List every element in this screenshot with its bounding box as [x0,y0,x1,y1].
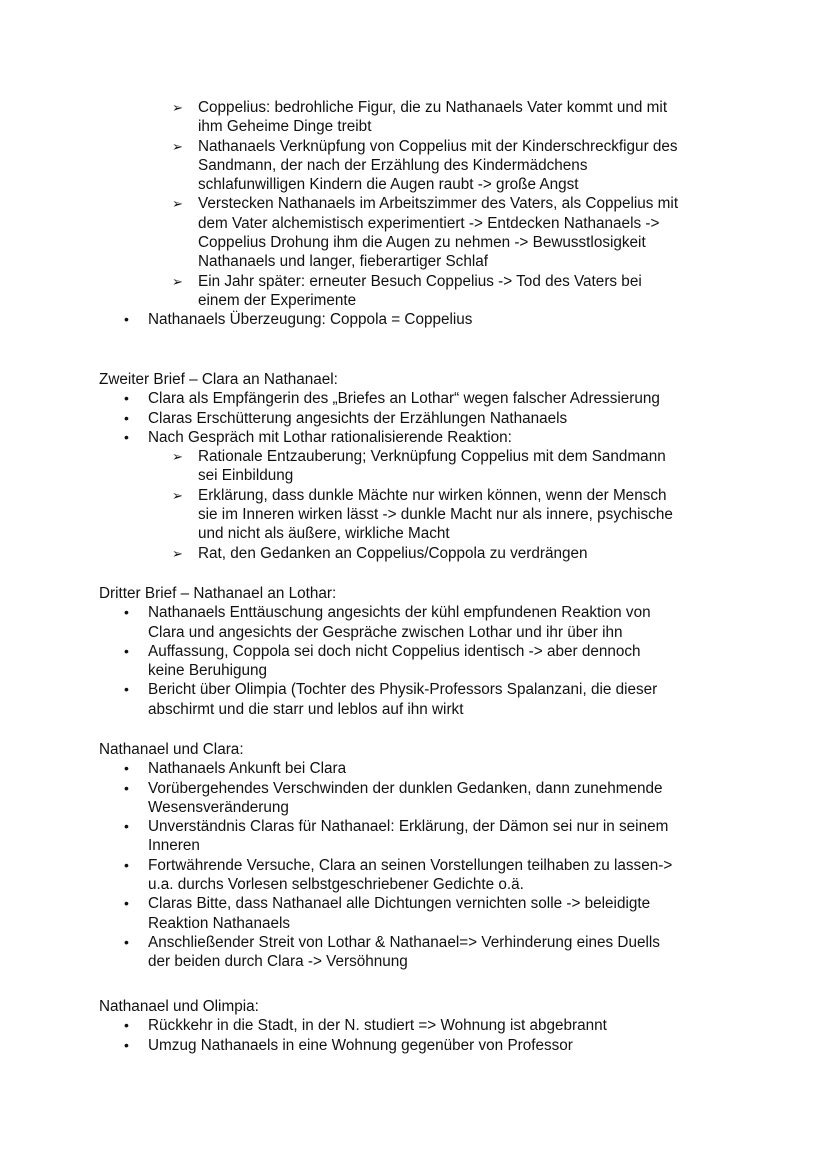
item-text: Anschließender Streit von Lothar & Nathanael=> Verhinderung eines Duells der beiden durch Clara -> Versöhnung [148,933,660,971]
bullet-icon: • [124,895,129,912]
list-subitem [0,98,828,137]
list-item [0,856,828,895]
item-text: Vorübergehendes Verschwinden der dunklen Gedanken, dann zunehmende Wesensveränderung [148,779,663,816]
subitem-text: Erklärung, dass dunkle Mächte nur wirken können, wenn der Mensch sie im Inneren wirken lässt -> dunkle Macht nur als innere, psychische und nicht als äußere, wirkliche Macht [198,486,673,543]
section-coppelius-recollection [0,98,828,330]
bullet-icon: • [124,856,129,873]
list-item [0,680,828,719]
list-item [0,603,828,642]
list-item [0,389,828,408]
section-heading: Nathanael und Clara: [99,741,244,758]
item-text: Fortwährende Versuche, Clara an seinen Vorstellungen teilhaben zu lassen-> u.a. durchs Vorlesen selbstgeschriebener Gedichte o.ä. [148,856,673,894]
list-subitem [0,137,828,195]
bullet-icon: • [124,428,129,445]
list-item [0,1036,828,1055]
bullet-icon: • [124,642,129,659]
item-text: Claras Erschütterung angesichts der Erzählungen Nathanaels [148,409,568,427]
section-heading: Nathanael und Olimpia: [99,998,259,1015]
section-zweiter-brief [0,370,828,563]
subitem-text: Rat, den Gedanken an Coppelius/Coppola zu verdrängen [198,544,588,562]
item-text: Nathanaels Enttäuschung angesichts der kühl empfundenen Reaktion von Clara und angesichts der Gespräche zwischen Lothar und ihr über ihn [148,604,651,641]
item-text: Auffassung, Coppola sei doch nicht Coppelius identisch -> aber dennoch keine Beruhigung [148,642,641,680]
bullet-icon: • [124,1036,129,1053]
bullet-icon: • [124,681,129,698]
list-subitem [0,447,828,486]
list-item [0,428,828,447]
list-subitem [0,486,828,544]
list-item [0,779,828,818]
list-item [0,817,828,856]
list-item [0,759,828,778]
subitem-text: Verstecken Nathanaels im Arbeitszimmer des Vaters, als Coppelius mit dem Vater alchemistisch experimentiert -> Entdecken Nathanaels -> Coppelius Drohung ihm die Augen zu nehmen -> Bewusstlosigkeit Nathanaels und langer, fieberartiger Schlaf [198,195,679,271]
subitem-text: Ein Jahr später: erneuter Besuch Coppelius -> Tod des Vaters bei einem der Experimente [198,272,642,309]
list-item [0,1016,828,1035]
section-heading: Dritter Brief – Nathanael an Lothar: [99,585,337,602]
item-text: Clara als Empfängerin des „Briefes an Lothar“ wegen falscher Adressierung [148,390,660,408]
arrow-bullet-icon: ➢ [172,100,183,115]
list-subitem [0,272,828,311]
bullet-icon: • [124,818,129,835]
section-heading: Zweiter Brief – Clara an Nathanael: [99,371,338,388]
item-text: Umzug Nathanaels in eine Wohnung gegenüber von Professor [148,1036,573,1054]
bullet-icon: • [124,390,129,407]
list-item [0,933,828,972]
arrow-bullet-icon: ➢ [172,196,183,212]
bullet-icon: • [124,311,129,328]
list-subitem [0,544,828,563]
item-text: Nach Gespräch mit Lothar rationalisierende Reaktion: [148,428,512,446]
section-nathanael-und-clara [0,740,828,972]
arrow-bullet-icon: ➢ [172,545,183,561]
item-text: Rückkehr in die Stadt, in der N. studiert => Wohnung ist abgebrannt [148,1017,607,1035]
list-subitem [0,194,828,271]
arrow-bullet-icon: ➢ [172,273,183,289]
subitem-text: Rationale Entzauberung; Verknüpfung Coppelius mit dem Sandmann sei Einbildung [198,448,666,485]
bullet-icon: • [124,409,129,426]
subitem-text: Nathanaels Verknüpfung von Coppelius mit der Kinderschreckfigur des Sandmann, der nach der Erzählung des Kindermädchens schlafunwilligen Kindern die Augen raubt -> große Angst [198,137,678,194]
bullet-icon: • [124,604,129,621]
section-nathanael-und-olimpia [0,997,828,1055]
arrow-bullet-icon: ➢ [172,487,183,503]
subitem-text: Coppelius: bedrohliche Figur, die zu Nathanaels Vater kommt und mit ihm Geheime Dinge treibt [198,99,668,136]
item-text: Nathanaels Ankunft bei Clara [148,760,347,778]
section-dritter-brief [0,584,828,719]
bullet-icon: • [124,760,129,777]
item-text: Unverständnis Claras für Nathanael: Erklärung, der Dämon sei nur in seinem Inneren [148,818,669,855]
list-item [0,894,828,933]
arrow-bullet-icon: ➢ [172,138,183,154]
list-item [0,409,828,428]
list-item [0,642,828,681]
bullet-icon: • [124,1017,129,1034]
item-text: Claras Bitte, dass Nathanael alle Dichtungen vernichten solle -> beleidigte Reaktion Nathanaels [148,895,651,932]
item-text: Nathanaels Überzeugung: Coppola = Coppelius [148,311,473,329]
bullet-icon: • [124,933,129,950]
list-item [0,310,828,329]
bullet-icon: • [124,779,129,796]
arrow-bullet-icon: ➢ [172,449,183,465]
item-text: Bericht über Olimpia (Tochter des Physik-Professors Spalanzani, die dieser abschirmt und die starr und leblos auf ihn wirkt [148,681,658,718]
